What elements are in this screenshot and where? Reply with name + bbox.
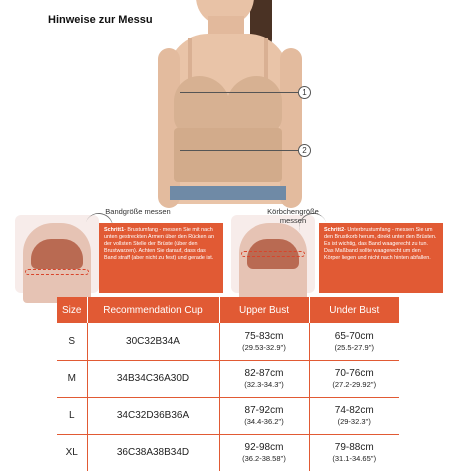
marker-1: 1 [298, 86, 311, 99]
table-row [57, 397, 399, 434]
illustration-bra [31, 239, 83, 269]
step-text: - Unterbrustumfang - messen Sie um den Brustkorb herum, direkt unter den Brüsten. Es ist wichtig, das Band waagerecht zu tun. Das Maßband sollte waagerecht um den Körper liegen und nicht nach hinten abfallen. [324, 227, 437, 261]
table-row [57, 360, 399, 397]
size-cell: L [57, 397, 87, 434]
upper-bust-cm: 92-98cm [244, 442, 284, 454]
step-label: Schritt1 [104, 227, 125, 233]
under-bust-cm: 74-82cm [334, 405, 374, 416]
under-bust-inch: (29-32.3'') [337, 417, 371, 426]
measuring-tape-icon [25, 269, 89, 275]
under-bust-inch: (27.2-29.92'') [332, 380, 377, 389]
size-chart-table [57, 297, 399, 471]
step-label: Schritt2 [324, 227, 345, 233]
under-bust-cm: 70-76cm [334, 368, 374, 379]
upper-bust-cell [219, 434, 309, 471]
header-size: Size [57, 297, 87, 323]
upper-bust-cm: 75-83cm [244, 330, 284, 342]
cup-cell: 30C32B34A [87, 323, 219, 360]
under-bust-cell [309, 434, 399, 471]
upper-bust-cm: 87-92cm [244, 405, 284, 416]
step-panel-band [7, 205, 227, 291]
page-title: Hinweise zur Messu [48, 14, 153, 26]
bra-band [174, 128, 282, 182]
upper-bust-cell [219, 397, 309, 434]
under-bust-cell [309, 323, 399, 360]
cup-cell: 34B34C36A30D [87, 360, 219, 397]
marker-2: 2 [298, 144, 311, 157]
cup-cell: 36C38A38B34D [87, 434, 219, 471]
bra-right-cup [226, 76, 282, 134]
under-bust-inch: (31.1-34.65'') [332, 454, 377, 464]
step-panel-cup [229, 205, 449, 291]
cup-cell: 34C32D36B36A [87, 397, 219, 434]
step-text: - Brustumfang - messen Sie mit nach unten gestreckten Armen über den Rücken an der vollsten Stelle der Brüste (über den Brustwarzen). Achten Sie darauf, dass das Band straff (aber nicht zu fest) und gerade ist. [104, 227, 214, 261]
upper-bust-inch: (34.4-36.2'') [244, 417, 284, 426]
step-instructions [99, 223, 223, 293]
step-caption: Bandgröße messen [105, 207, 171, 216]
under-bust-inch: (25.5-27.9'') [334, 342, 375, 352]
header-upper-bust: Upper Bust [219, 297, 309, 323]
upper-bust-inch: (32.3-34.3'') [244, 380, 284, 389]
size-cell: S [57, 323, 87, 360]
under-bust-cell [309, 360, 399, 397]
upper-bust-inch: (36.2-38.58'') [242, 454, 286, 464]
table-row [57, 434, 399, 471]
measure-line-2 [180, 150, 298, 151]
step-caption: Körbchengröße messen [267, 207, 319, 225]
step-instructions [319, 223, 443, 293]
upper-bust-inch: (29.53-32.9'') [242, 342, 286, 352]
size-cell: M [57, 360, 87, 397]
under-bust-cell [309, 397, 399, 434]
bra-left-cup [174, 76, 230, 134]
jeans-waist [170, 186, 286, 200]
upper-bust-cell [219, 323, 309, 360]
header-recommendation-cup: Recommendation Cup [87, 297, 219, 323]
upper-bust-cm: 82-87cm [244, 368, 284, 379]
measuring-tape-icon [241, 251, 305, 257]
under-bust-cm: 65-70cm [334, 330, 374, 342]
table-header-row [57, 297, 399, 323]
under-bust-cm: 79-88cm [334, 442, 374, 454]
product-photo [110, 0, 342, 198]
header-under-bust: Under Bust [309, 297, 399, 323]
size-cell: XL [57, 434, 87, 471]
model-right-arm [280, 48, 302, 208]
measure-line-1 [180, 92, 298, 93]
table-row [57, 323, 399, 360]
upper-bust-cell [219, 360, 309, 397]
